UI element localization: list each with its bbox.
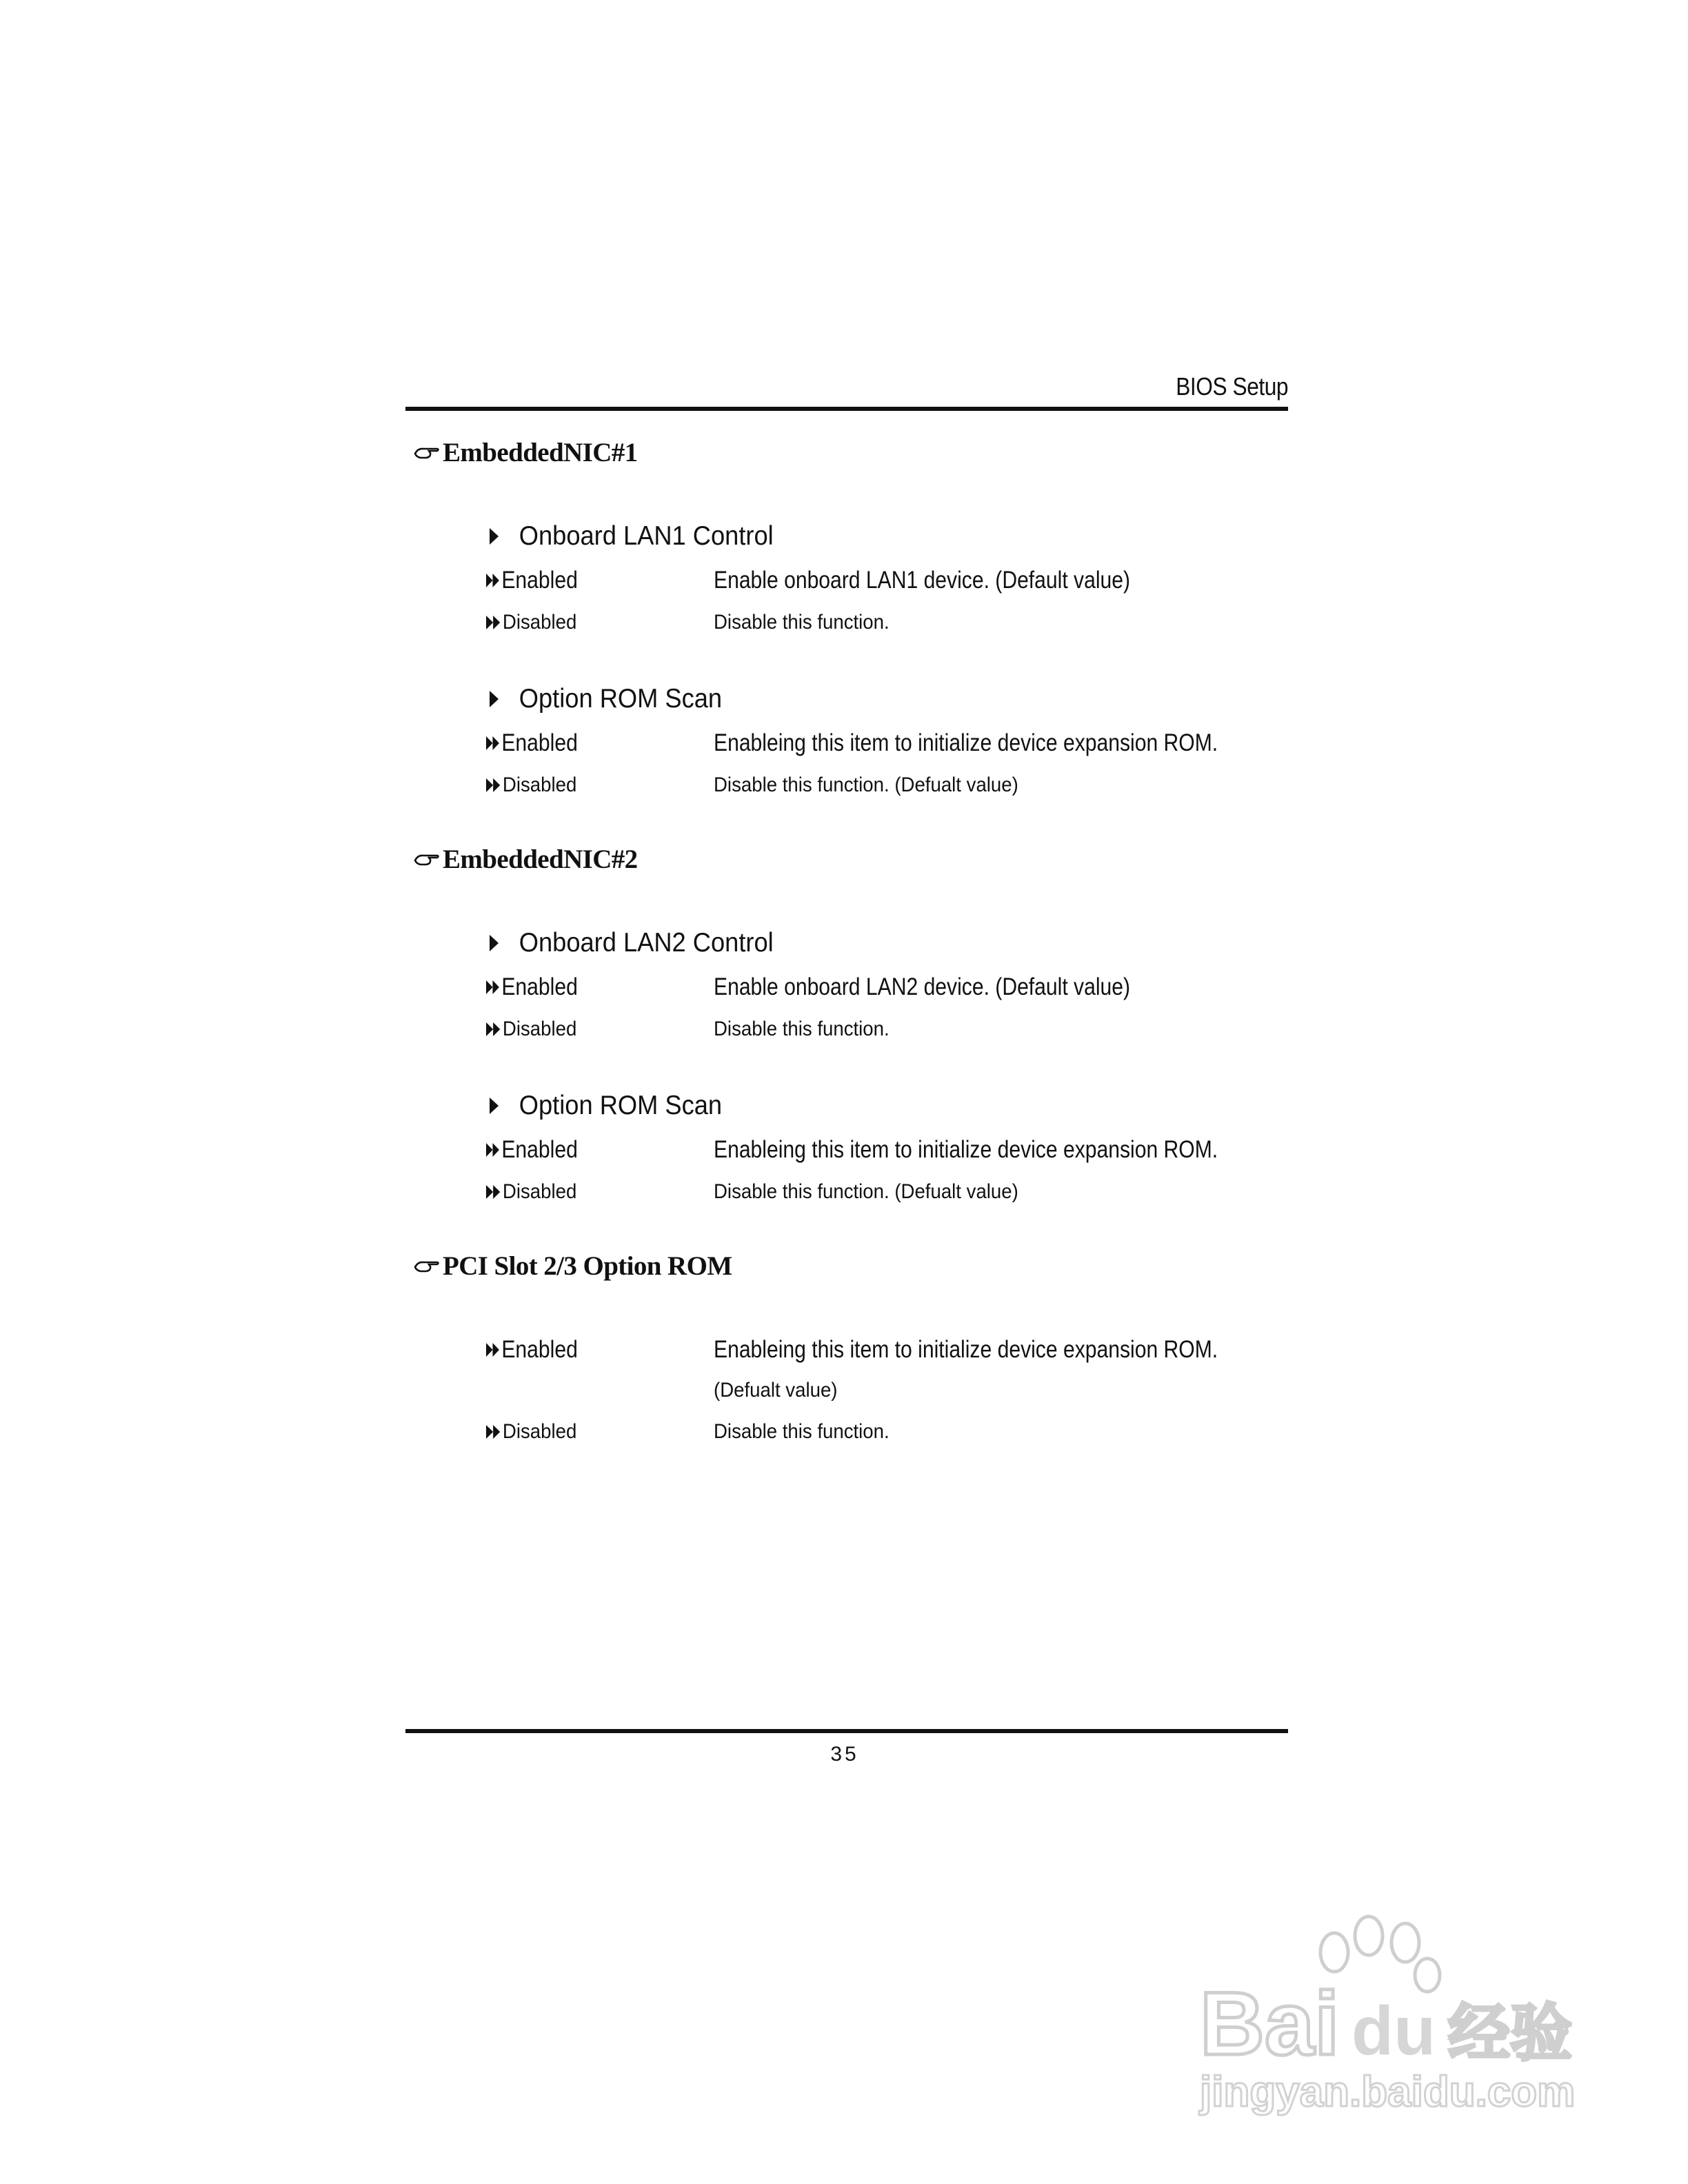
option-label: Enabled <box>486 973 578 1001</box>
double-arrow-icon <box>486 980 499 994</box>
option-label: Enabled <box>486 567 578 594</box>
subsection-option-rom-scan-2: Option ROM Scan <box>490 1091 722 1121</box>
watermark-brand: Bai <box>1200 1973 1340 2074</box>
option-row <box>486 774 1314 804</box>
option-desc: Enableing this item to initialize device expansion ROM. <box>714 1136 1218 1163</box>
section-title-pci-slot: PCI Slot 2/3 Option ROM <box>414 1251 732 1282</box>
option-row <box>486 1180 1314 1211</box>
option-desc: Disable this function. <box>714 611 890 634</box>
double-arrow-icon <box>486 1425 500 1439</box>
baidu-watermark-logo <box>1186 1910 1586 2116</box>
triangle-bullet-icon <box>490 528 499 545</box>
watermark-brand-paw: du <box>1352 1992 1436 2070</box>
option-desc: Disable this function. <box>714 1420 890 1443</box>
subsection-lan1-control: Onboard LAN1 Control <box>490 521 774 552</box>
option-label: Disabled <box>486 1420 576 1444</box>
option-row <box>486 729 1314 760</box>
option-label: Enabled <box>486 729 578 757</box>
option-desc: Enable onboard LAN1 device. (Default value) <box>714 567 1131 594</box>
header-rule <box>405 407 1288 411</box>
header-title: BIOS Setup <box>1176 372 1288 401</box>
section-title-nic1: EmbeddedNIC#1 <box>414 437 638 468</box>
option-desc: Disable this function. (Defualt value) <box>714 1180 1018 1203</box>
subsection-lan2-control: Onboard LAN2 Control <box>490 928 774 958</box>
option-row <box>486 611 1314 641</box>
option-label: Enabled <box>486 1136 578 1164</box>
option-label: Disabled <box>486 1180 576 1204</box>
footer-rule <box>405 1729 1288 1733</box>
option-label: Disabled <box>486 611 576 634</box>
option-desc: Enableing this item to initialize device expansion ROM. <box>714 729 1218 756</box>
option-row-continued <box>486 1379 1314 1409</box>
option-row <box>486 1018 1314 1048</box>
triangle-bullet-icon <box>490 935 499 951</box>
option-label: Enabled <box>486 1336 578 1364</box>
double-arrow-icon <box>486 574 499 587</box>
pointing-hand-icon <box>414 1257 440 1275</box>
option-label: Disabled <box>486 1018 576 1041</box>
section-title-nic2: EmbeddedNIC#2 <box>414 844 638 875</box>
double-arrow-icon <box>486 1143 499 1157</box>
subsection-option-rom-scan-1: Option ROM Scan <box>490 684 722 714</box>
pointing-hand-icon <box>414 851 440 869</box>
option-label: Disabled <box>486 774 576 797</box>
option-row <box>486 1136 1314 1166</box>
double-arrow-icon <box>486 1185 500 1199</box>
triangle-bullet-icon <box>490 691 499 707</box>
option-desc: Disable this function. (Defualt value) <box>714 774 1018 796</box>
option-row <box>486 1420 1314 1450</box>
double-arrow-icon <box>486 778 500 792</box>
option-row <box>486 973 1314 1004</box>
double-arrow-icon <box>486 1343 499 1357</box>
option-desc: Enable onboard LAN2 device. (Default value) <box>714 973 1131 1000</box>
option-row <box>486 1336 1314 1366</box>
option-row <box>486 567 1314 597</box>
page-number: 35 <box>830 1743 859 1766</box>
double-arrow-icon <box>486 736 499 750</box>
option-desc: Enableing this item to initialize device expansion ROM. <box>714 1336 1218 1363</box>
triangle-bullet-icon <box>490 1098 499 1114</box>
double-arrow-icon <box>486 616 500 629</box>
option-desc: Disable this function. <box>714 1018 890 1040</box>
pointing-hand-icon <box>414 444 440 462</box>
watermark-cn: 经验 <box>1448 1997 1572 2070</box>
option-desc-continued: (Defualt value) <box>714 1379 838 1402</box>
double-arrow-icon <box>486 1022 500 1036</box>
watermark-url: jingyan.baidu.com <box>1200 2068 1576 2116</box>
